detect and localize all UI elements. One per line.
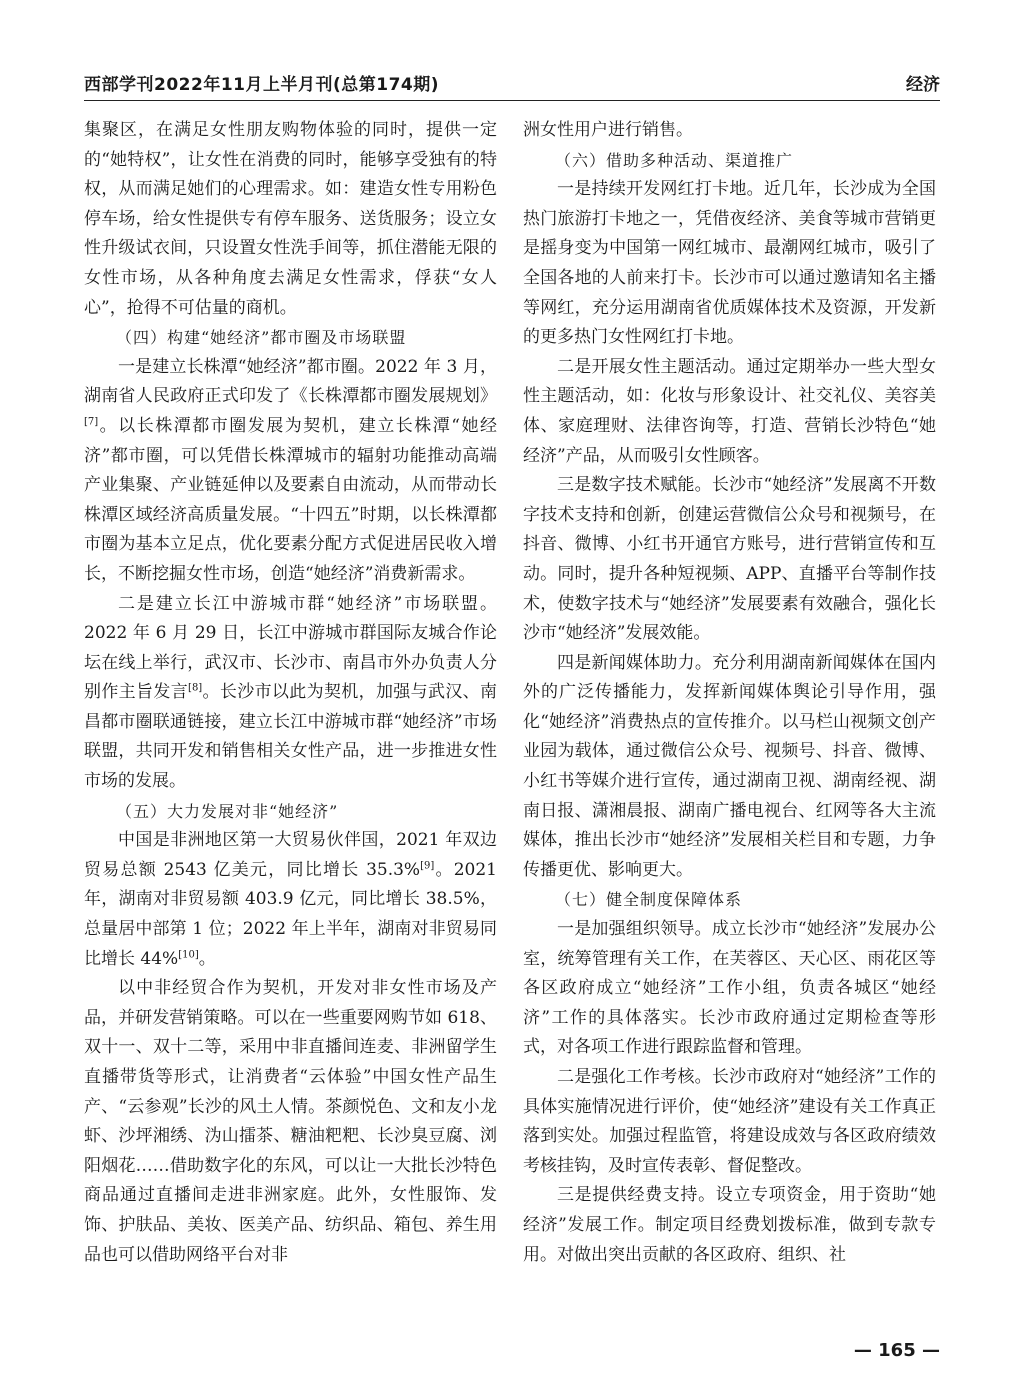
text-run: 以中非经贸合作为契机，开发对非女性市场及产品，并研发营销策略。可以在一些重要网购节如 618、双十一、双十二等，采用中非直播间连麦、非洲留学生直播带货等形式，让消费者“云体验”中国女性产品生产、“云参观”长沙的风土人情。茶颜悦色、文和友小龙虾、沙坪湘绣、沩山擂茶、糖油粑粑、长沙臭豆腐、浏阳烟花……借助数字化的东风，可以让一大批长沙特色商品通过直播间走进非洲家庭。此外，女性服饰、发饰、护肤品、美妆、医美产品、纺织品、箱包、养生用品也可以借助网络平台对非 [84,978,497,1265]
paragraph [84,353,497,590]
text-run: 二是强化工作考核。长沙市政府对“她经济”工作的具体实施情况进行评价，使“她经济”建设有关工作真正落到实处。加强过程监管，将建设成效与各区政府绩效考核挂钩，及时宣传表彰、督促整改。 [523,1067,936,1176]
paragraph [523,116,936,146]
header-rule [84,100,940,101]
citation-ref: [8] [188,682,203,694]
paragraph [84,590,497,797]
text-run: 一是建立长株潭“她经济”都市圈。2022 年 3 月，湖南省人民政府正式印发了《长株潭都市圈发展规划》 [84,356,497,407]
page-number: — 165 — [853,1340,940,1361]
paragraph [84,116,497,323]
citation-ref: [9] [420,860,435,872]
text-run: 三是提供经费支持。设立专项资金，用于资助“她经济”发展工作。制定项目经费划拨标准，做到专款专用。对做出突出贡献的各区政府、组织、社 [523,1185,936,1265]
journal-masthead: 西部学刊2022年11月上半月刊(总第174期) [84,75,439,95]
text-run: 中国是非洲地区第一大贸易伙伴国，2021 年双边贸易总额 2543 亿美元，同比增长 35.3% [84,830,497,880]
left-column [84,116,497,1270]
right-column [523,116,936,1270]
text-run: 。长沙市以此为契机，加强与武汉、南昌都市圈联通链接，建立长江中游城市群“她经济”市场联盟，共同开发和销售相关女性产品，进一步推进女性市场的发展。 [84,682,498,792]
text-run: （四）构建“她经济”都市圈及市场联盟 [116,328,407,348]
section-heading [84,323,497,353]
text-run: 洲女性用户进行销售。 [523,120,693,140]
section-heading [523,146,936,176]
paragraph [84,826,497,974]
text-run: 。 [198,948,216,969]
citation-ref: [10] [178,948,199,960]
text-run: 。2021 年，湖南对非贸易额 403.9 亿元，同比增长 38.5%，总量居中部第 1 位；2022 年上半年，湖南对非贸易同比增长 44% [84,859,497,969]
paragraph [523,649,936,886]
text-run: （七）健全制度保障体系 [555,890,743,910]
citation-ref: [7] [84,416,99,428]
text-run: 四是新闻媒体助力。充分利用湖南新闻媒体在国内外的广泛传播能力，发挥新闻媒体舆论引导作用，强化“她经济”消费热点的宣传推介。以马栏山视频文创产业园为载体，通过微信公众号、视频号、抖音、微博、小红书等媒介进行宣传，通过湖南卫视、湖南经视、湖南日报、潇湘晨报、湖南广播电视台、红网等各大主流媒体，推出长沙市“她经济”发展相关栏目和专题，力争传播更优、影响更大。 [523,652,936,880]
section-label: 经济 [906,75,940,95]
text-run: 一是加强组织领导。成立长沙市“她经济”发展办公室，统筹管理有关工作，在芙蓉区、天心区、雨花区等各区政府成立“她经济”工作小组，负责各城区“她经济”工作的具体落实。长沙市政府通过定期检查等形式，对各项工作进行跟踪监督和管理。 [523,919,936,1058]
paragraph [523,175,936,353]
paragraph [84,974,497,1270]
paragraph [523,471,936,649]
section-heading [523,885,936,915]
text-run: 三是数字技术赋能。长沙市“她经济”发展离不开数字技术支持和创新，创建运营微信公众号和视频号，在抖音、微博、小红书开通官方账号，进行营销宣传和互动。同时，提升各种短视频、APP、直播平台等制作技术，使数字技术与“她经济”发展要素有效融合，强化长沙市“她经济”发展效能。 [523,475,936,644]
text-run: 二是开展女性主题活动。通过定期举办一些大型女性主题活动，如：化妆与形象设计、社交礼仪、美容美体、家庭理财、法律咨询等，打造、营销长沙特色“她经济”产品，从而吸引女性顾客。 [523,356,936,466]
text-run: 。以长株潭都市圈发展为契机，建立长株潭“她经济”都市圈，可以凭借长株潭城市的辐射功能推动高端产业集聚、产业链延伸以及要素自由流动，从而带动长株潭区域经济高质量发展。“十四五”时期，以长株潭都市圈为基本立足点，优化要素分配方式促进居民收入增长，不断挖掘女性市场，创造“她经济”消费新需求。 [84,415,497,584]
text-run: 集聚区，在满足女性朋友购物体验的同时，提供一定的“她特权”，让女性在消费的同时，能够享受独有的特权，从而满足她们的心理需求。如：建造女性专用粉色停车场，给女性提供专有停车服务、送货服务；设立女性升级试衣间，只设置女性洗手间等，抓住潜能无限的女性市场，从各种角度去满足女性需求，俘获“女人心”，抢得不可估量的商机。 [84,120,497,318]
paragraph [523,1181,936,1270]
text-run: 二是建立长江中游城市群“她经济”市场联盟。2022 年 6 月 29 日，长江中游城市群国际友城合作论坛在线上举行，武汉市、长沙市、南昌市外办负责人分别作主旨发言 [84,593,497,703]
text-run: （六）借助多种活动、渠道推广 [555,150,794,170]
paragraph [523,1063,936,1181]
text-run: （五）大力发展对非“她经济” [116,801,339,821]
section-heading [84,797,497,827]
paragraph [523,353,936,471]
paragraph [523,915,936,1063]
text-run: 一是持续开发网红打卡地。近几年，长沙成为全国热门旅游打卡地之一，凭借夜经济、美食等城市营销更是摇身变为中国第一网红城市、最潮网红城市，吸引了全国各地的人前来打卡。长沙市可以通过邀请知名主播等网红，充分运用湖南省优质媒体技术及资源，开发新的更多热门女性网红打卡地。 [523,179,936,348]
page-header [84,70,940,98]
